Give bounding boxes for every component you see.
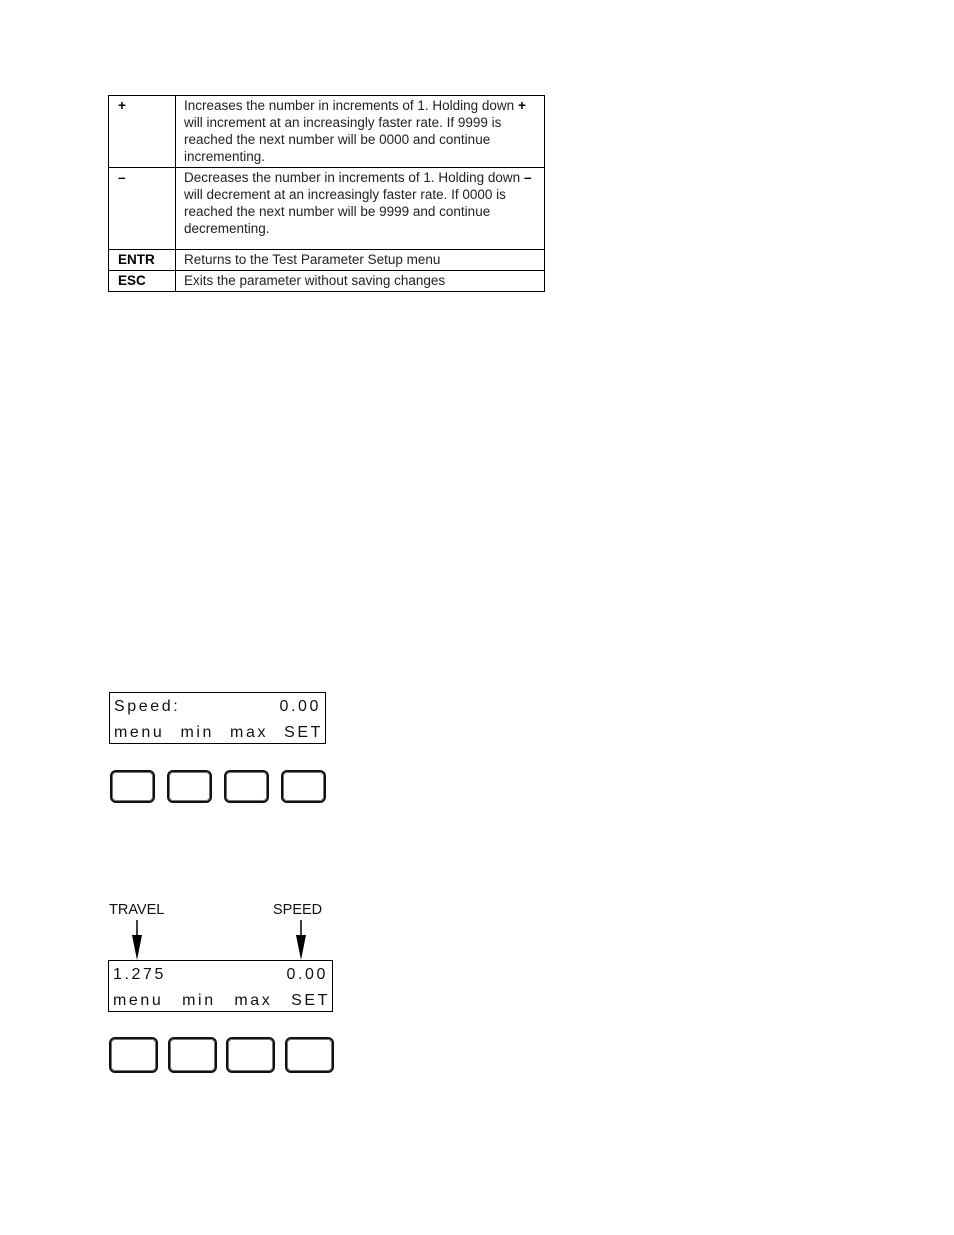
softkey-buttons <box>109 1037 334 1073</box>
speed-callout-label: SPEED <box>273 902 323 918</box>
key-minus-description: Decreases the number in increments of 1. Holding down – will decrement at an increasingly faster rate. If 0000 is reached the next number will be 9999 and continue decrementing. <box>176 168 545 250</box>
max-button[interactable] <box>226 1037 275 1073</box>
key-entr: ENTR <box>109 250 176 271</box>
speed-arrow-icon <box>296 920 306 960</box>
travel-arrow-icon <box>132 920 142 960</box>
menu-button[interactable] <box>109 1037 158 1073</box>
set-button[interactable] <box>285 1037 334 1073</box>
travel-callout-label: TRAVEL <box>109 902 165 918</box>
softkey-label-menu: menu <box>113 992 164 1009</box>
softkey-label-set: SET <box>291 992 330 1009</box>
speed-value: 0.00 <box>279 698 321 715</box>
softkey-label-min: min <box>182 992 216 1009</box>
softkey-labels <box>113 992 330 1010</box>
softkey-label-max: max <box>234 992 273 1009</box>
lcd-line-1 <box>113 966 328 986</box>
key-entr-description: Returns to the Test Parameter Setup menu <box>176 250 545 271</box>
key-plus-description: Increases the number in increments of 1. Holding down + will increment at an increasingly faster rate. If 9999 is reached the next number will be 0000 and continue incrementing. <box>176 96 545 168</box>
key-esc: ESC <box>109 271 176 292</box>
softkey-label-min: min <box>180 724 215 741</box>
min-button[interactable] <box>168 1037 217 1073</box>
key-plus: + <box>109 96 176 168</box>
key-minus: – <box>109 168 176 250</box>
speed-label: Speed: <box>114 698 181 715</box>
softkey-label-max: max <box>230 724 269 741</box>
softkey-label-menu: menu <box>114 724 165 741</box>
speed-value: 0.00 <box>286 966 328 983</box>
key-esc-description: Exits the parameter without saving changes <box>176 271 545 292</box>
lcd-display-travel-speed <box>108 960 333 1012</box>
softkey-label-set: SET <box>284 724 323 741</box>
travel-value: 1.275 <box>113 966 167 983</box>
